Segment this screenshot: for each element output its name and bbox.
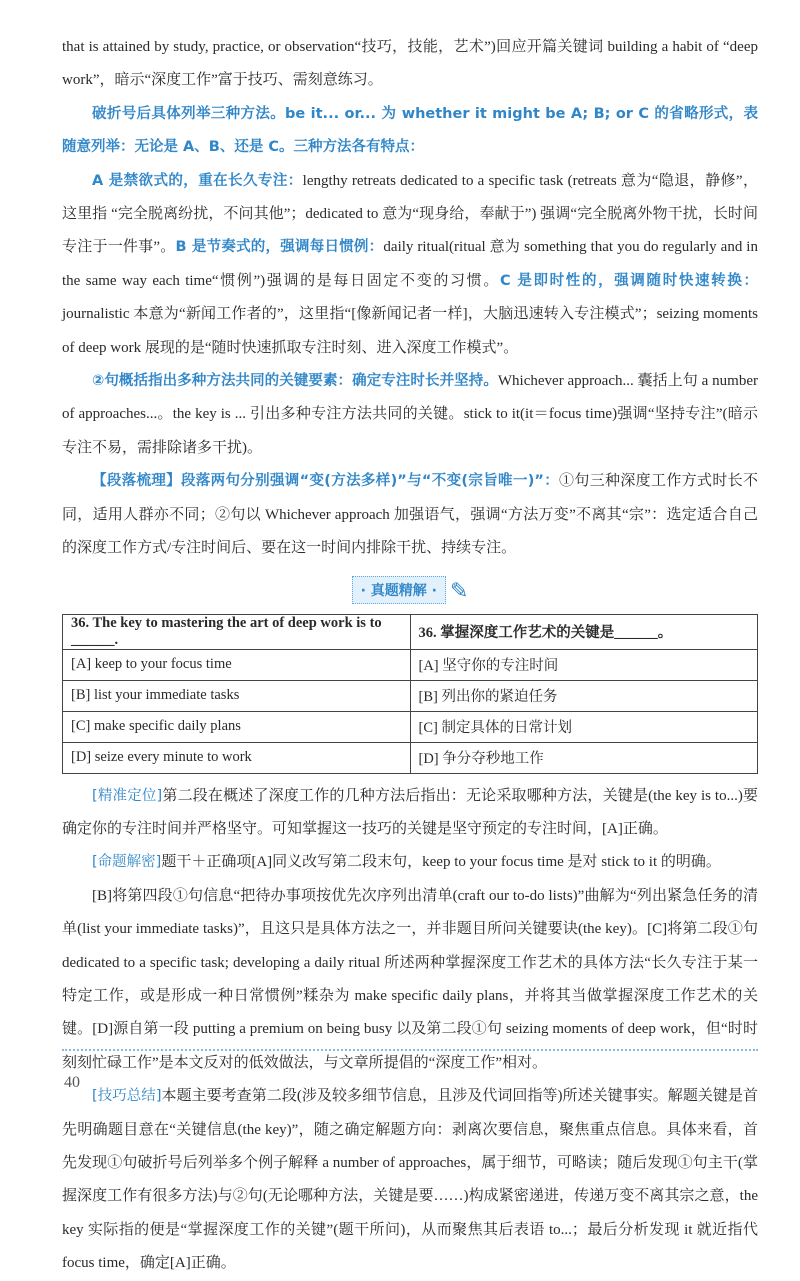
option-row [63,742,758,773]
highlight-text: C 是即时性的，强调随时快速转换： [499,272,758,289]
option-en: [C] make specific daily plans [63,711,411,742]
body-text: ①句三种深度工作方式时长不同，适用人群亦不同；②句以 Whichever approach 加强语气，强调“方法万变”不离其“宗”：选定适合自己的深度工作方式/专注时间后、要在这一时间内排除干扰、持续专注。 [62,473,758,557]
body-text: lengthy retreats dedicated to a specific task (retreats 意为“隐退，静修”，这里指 “完全脱离纷扰，不问其他”；dedicated to 意为“现身给，奉献于”) 强调“完全脱离外物干扰，长时间专注于一件事”。 [62,172,758,256]
body-text: Whichever approach... 囊括上句 a number of approaches...。the key is ... 引出多种专注方法共同的关键。stick to it(it＝focus time)强调“坚持专注”(暗示专注不易，需排除诸多干扰)。 [62,373,758,456]
question-zh: 36. 掌握深度工作艺术的关键是______。 [410,614,758,649]
body-text: [B]将第四段①句信息“把待办事项按优先次序列出清单(craft our to-do lists)”曲解为“列出紧急任务的清单(list your immediate tasks)”，且这只是具体方法之一，并非题目所问关键要诀(the key)。[C]将第二段①句 dedicated to a specific task; developing a daily ritual 所述两种掌握深度工作艺术的具体方法“长久专注于某一特定工作，或是形成一种日常惯例”糅杂为 make specific daily plans，并将其当做掌握深度工作艺术的关键。[D]源自第一段 putting a premium on being busy 以及第二段①句 seizing moments of deep work，但“时时刻刻忙碌工作”是本文反对的低效做法，与文章所提倡的“深度工作”相对。 [62,887,758,1071]
highlight-text: 破折号后具体列举三种方法。be it... or... 为 whether it might be A; B; or C 的省略形式，表随意列举：无论是 A、B、还是 C。三种方法各有特点： [62,105,758,156]
option-en: [A] keep to your focus time [63,649,411,680]
table-header-row [63,614,758,649]
body-text: daily ritual(ritual 意为 something that you do regularly and in the same way each time“惯例”)强调的是每日固定不变的习惯。 [62,239,758,289]
section-tag: [技巧总结] [92,1088,162,1105]
highlight-text: A 是禁欲式的，重在长久专注： [92,172,303,189]
page-number: 40 [64,1074,80,1091]
highlight-text: ②句概括指出多种方法共同的关键要素：确定专注时长并坚持。 [92,373,498,390]
option-zh: [D] 争分夺秒地工作 [410,742,758,773]
paragraph [62,165,758,365]
paragraph [62,31,758,98]
paragraph [62,1080,758,1280]
option-en: [D] seize every minute to work [63,742,411,773]
body-text: 第二段在概述了深度工作的几种方法后指出：无论采取哪种方法，关键是(the key is to...)要确定你的专注时间并严格坚守。可知掌握这一技巧的关键是坚守预定的专注时间，[A]正确。 [62,787,758,837]
body-text: 本题主要考查第二段(涉及较多细节信息，且涉及代词回指等)所述关键事实。解题关键是首先明确题目意在“关键信息(the key)”，随之确定解题方向：剥离次要信息，聚焦重点信息。具体来看，首先发现①句破折号后列举多个例子解释 a number of approaches，属于细节，可略读；随后发现①句主干(掌握深度工作有很多方法)与②句(无论哪种方法，关键是要……)构成紧密递进，传递万变不离其宗之意，the key 实际指的便是“掌握深度工作的关键”(题干所问)，从而聚焦其后表语 to...；最后分析发现 it 就近指代 focus time，确定[A]正确。 [62,1088,758,1272]
section-header [62,570,758,610]
highlight-text: 【段落梳理】段落两句分别强调“变(方法多样)”与“不变(宗旨唯一)”： [92,473,560,490]
paragraph [62,846,758,879]
question-table [62,614,758,774]
divider [62,1049,758,1051]
explanation-section [62,780,758,1281]
option-en: [B] list your immediate tasks [63,680,411,711]
option-zh: [A] 坚守你的专注时间 [410,649,758,680]
highlight-text: B 是节奏式的，强调每日惯例： [175,239,384,256]
option-zh: [B] 列出你的紧迫任务 [410,680,758,711]
paragraph [62,780,758,847]
paragraph [62,98,758,165]
section-tag: [命题解密] [92,854,162,871]
analysis-section [62,31,758,566]
option-row [63,649,758,680]
option-zh: [C] 制定具体的日常计划 [410,711,758,742]
paragraph [62,465,758,565]
body-text: journalistic 本意为“新闻工作者的”，这里指“[像新闻记者一样]，大脑迅速转入专注模式”；seizing moments of deep work 展现的是“随时快速抓取专注时刻、进入深度工作模式”。 [62,306,758,356]
question-en: 36. The key to mastering the art of deep work is to ______. [63,614,411,649]
section-tag: [精准定位] [92,787,163,804]
option-row [63,711,758,742]
page-content [62,31,758,1281]
body-text: 题干＋正确项[A]同义改写第二段末句，keep to your focus time 是对 stick to it 的明确。 [161,854,721,871]
option-row [63,680,758,711]
section-badge: · 真题精解 · [352,576,446,604]
paragraph [62,365,758,465]
body-text: that is attained by study, practice, or observation“技巧，技能，艺术”)回应开篇关键词 building a habit of “deep work”，暗示“深度工作”富于技巧、需刻意练习。 [62,39,758,89]
pen-icon: ✎ [449,577,469,603]
